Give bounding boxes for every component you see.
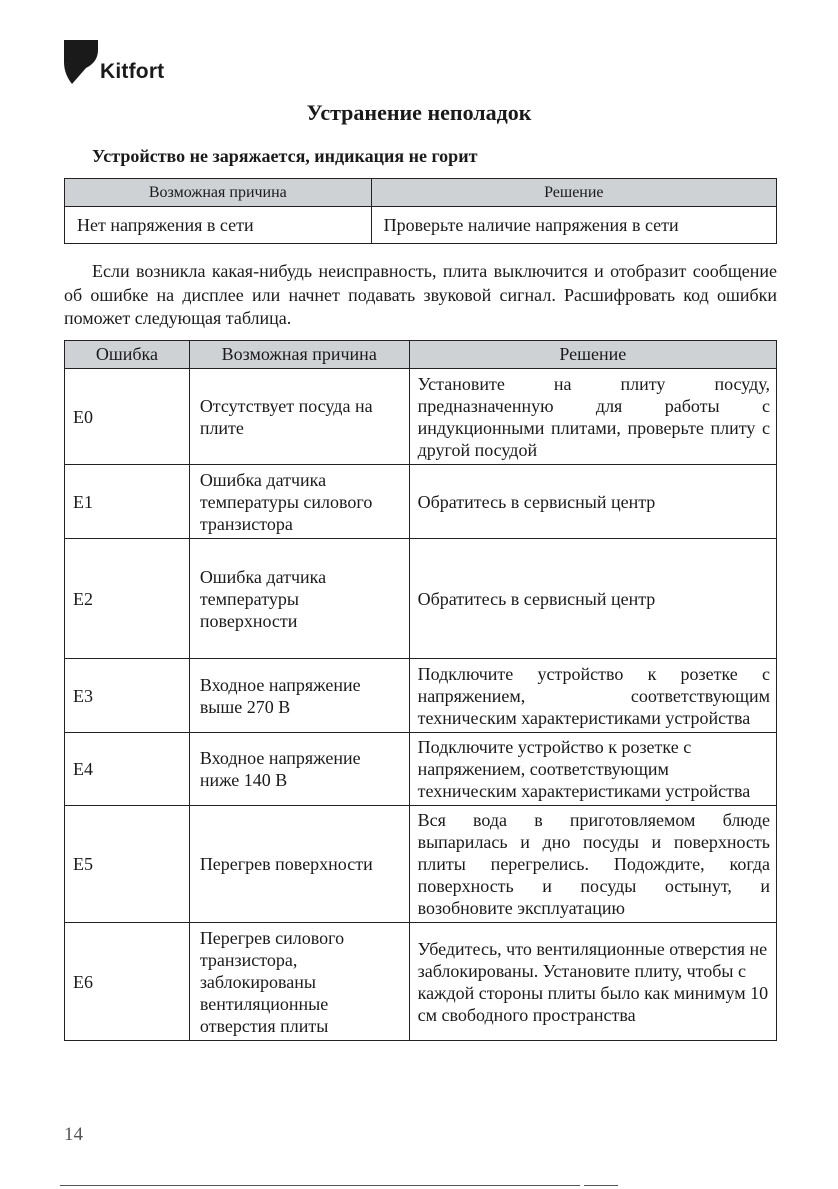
column-header: Решение: [371, 179, 776, 207]
cause-cell: Нет напряжения в сети: [65, 207, 372, 244]
column-header: Решение: [409, 341, 776, 369]
error-table: [64, 340, 777, 1041]
column-header: Возможная причина: [65, 179, 372, 207]
table-row: [65, 369, 777, 465]
column-header: Ошибка: [65, 341, 190, 369]
solution-cell: Убедитесь, что вентиляционные отверстия не заблокированы. Установите плиту, чтобы с каждой стороны плиты было как минимум 10 см свободного пространства: [409, 923, 776, 1041]
cause-cell: Входное напряжение выше 270 В: [189, 659, 409, 733]
solution-cell: Подключите устройство к розетке с напряжением, соответствующим техническим характеристиками устройства: [409, 659, 776, 733]
cause-cell: Перегрев поверхности: [189, 806, 409, 923]
error-code: E1: [65, 465, 190, 539]
error-code: E0: [65, 369, 190, 465]
table-row: [65, 465, 777, 539]
solution-cell: Вся вода в приготовляемом блюде выпарилась и дно посуды и поверхность плиты перегрелись. Подождите, когда поверхность и посуды остынут, и возобновите эксплуатацию: [409, 806, 776, 923]
kitfort-logo-icon: [64, 40, 98, 84]
footer-rule: [584, 1185, 618, 1186]
cause-cell: Ошибка датчика температуры силового транзистора: [189, 465, 409, 539]
error-code: E5: [65, 806, 190, 923]
solution-cell: Обратитесь в сервисный центр: [409, 539, 776, 659]
cause-cell: Входное напряжение ниже 140 В: [189, 733, 409, 806]
table-row: [65, 806, 777, 923]
page-title: Устранение неполадок: [306, 100, 532, 125]
footer-rule: [60, 1185, 580, 1186]
solution-cell: Проверьте наличие напряжения в сети: [371, 207, 776, 244]
table-header-row: [65, 179, 777, 207]
table-row: [65, 207, 777, 244]
solution-cell: Подключите устройство к розетке с напряжением, соответствующим техническим характеристиками устройства: [409, 733, 776, 806]
cause-cell: Отсутствует посуда на плите: [189, 369, 409, 465]
table-row: [65, 923, 777, 1041]
error-code: E3: [65, 659, 190, 733]
table-row: [65, 539, 777, 659]
charging-table: [64, 178, 777, 244]
brand-logo: [64, 40, 164, 84]
section-heading: Устройство не заряжается, индикация не горит: [92, 146, 478, 166]
error-code: E4: [65, 733, 190, 806]
solution-cell: Обратитесь в сервисный центр: [409, 465, 776, 539]
cause-cell: Перегрев силового транзистора, заблокированы вентиляционные отверстия плиты: [189, 923, 409, 1041]
page-number: 14: [64, 1124, 83, 1145]
error-code: E2: [65, 539, 190, 659]
column-header: Возможная причина: [189, 341, 409, 369]
solution-cell: Установите на плиту посуду, предназначенную для работы с индукционными плитами, проверьте плиту с другой посудой: [409, 369, 776, 465]
table-row: [65, 733, 777, 806]
table-header-row: [65, 341, 777, 369]
brand-name: Kitfort: [100, 60, 165, 83]
table-row: [65, 659, 777, 733]
error-code: E6: [65, 923, 190, 1041]
cause-cell: Ошибка датчика температуры поверхности: [189, 539, 409, 659]
intro-text: Если возникла какая-нибудь неисправность, плита выключится и отобразит сообщение об ошибке на дисплее или начнет подавать звуковой сигнал. Расшифровать код ошибки поможет следующая таблица.: [64, 261, 777, 328]
intro-paragraph: [64, 260, 777, 331]
